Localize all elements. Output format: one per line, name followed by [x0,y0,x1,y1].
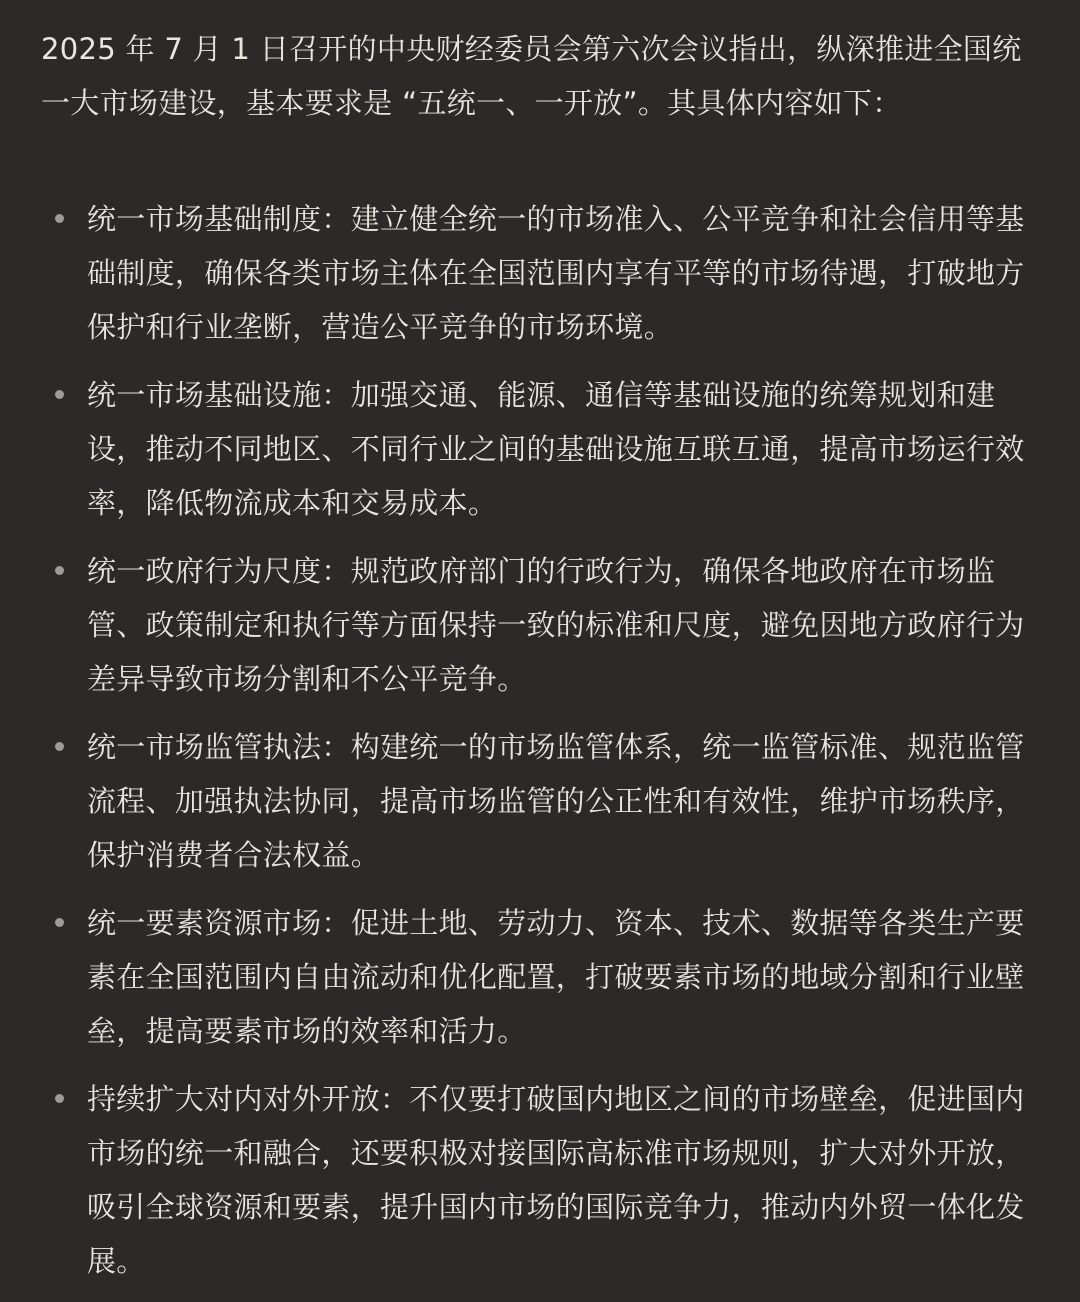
bullet-dot-icon [55,918,64,927]
bullet-list [0,192,1080,1302]
list-item [0,896,1080,1058]
list-item-text: 统一政府行为尺度：规范政府部门的行政行为，确保各地政府在市场监管、政策制定和执行等方面保持一致的标准和尺度，避免因地方政府行为差异导致市场分割和不公平竞争。 [87,554,1025,696]
bullet-dot-icon [55,390,64,399]
intro-paragraph: 2025 年 7 月 1 日召开的中央财经委员会第六次会议指出，纵深推进全国统一大市场建设，基本要求是 “五统一、一开放”。其具体内容如下： [41,32,1022,120]
list-item [0,192,1080,354]
bullet-dot-icon [55,566,64,575]
list-item [0,720,1080,882]
bullet-dot-icon [55,214,64,223]
list-item [0,1072,1080,1288]
list-item-text: 统一市场监管执法：构建统一的市场监管体系，统一监管标准、规范监管流程、加强执法协同，提高市场监管的公正性和有效性，维护市场秩序，保护消费者合法权益。 [87,730,1025,872]
bullet-dot-icon [55,742,64,751]
list-item-text: 持续扩大对内对外开放：不仅要打破国内地区之间的市场壁垒，促进国内市场的统一和融合，还要积极对接国际高标准市场规则，扩大对外开放，吸引全球资源和要素，提升国内市场的国际竞争力，推动内外贸一体化发展。 [87,1082,1025,1278]
list-item [0,368,1080,530]
list-item-text: 统一市场基础设施：加强交通、能源、通信等基础设施的统筹规划和建设，推动不同地区、不同行业之间的基础设施互联互通，提高市场运行效率，降低物流成本和交易成本。 [87,378,1025,520]
list-item [0,544,1080,706]
bullet-dot-icon [55,1094,64,1103]
list-item-text: 统一要素资源市场：促进土地、劳动力、资本、技术、数据等各类生产要素在全国范围内自由流动和优化配置，打破要素市场的地域分割和行业壁垒，提高要素市场的效率和活力。 [87,906,1025,1048]
list-item-text: 统一市场基础制度：建立健全统一的市场准入、公平竞争和社会信用等基础制度，确保各类市场主体在全国范围内享有平等的市场待遇，打破地方保护和行业垄断，营造公平竞争的市场环境。 [87,202,1025,344]
